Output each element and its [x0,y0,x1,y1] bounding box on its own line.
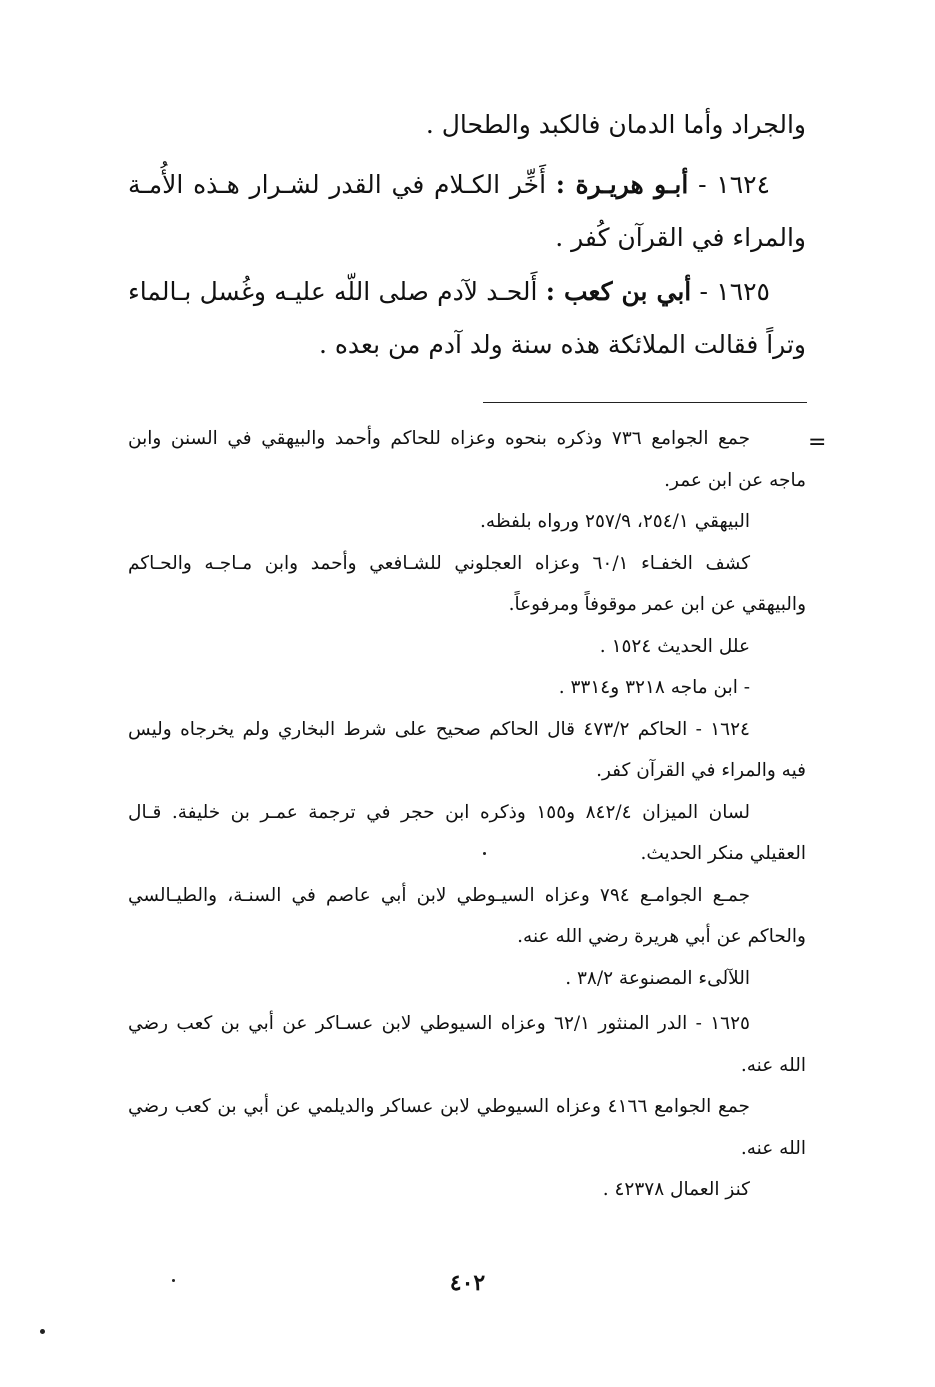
scan-speck [483,852,486,855]
hadith-1625-number: ١٦٢٥ - [699,277,770,306]
footnote-line: - ابن ماجه ٣٢١٨ و٣٣١٤ . [558,677,750,698]
scan-speck [172,1279,175,1282]
scan-speck [40,1329,45,1334]
footnote-line: اللآلىء المصنوعة ٣٨/٢ . [565,967,750,989]
footnote-line: البيهقي ٢٥٤/١، ٢٥٧/٩ ورواه بلفظه. [480,511,750,532]
footnote-line: جمع الجوامع ٧٣٦ وذكره بنحوه وعزاه للحاكم وأحمد والبيهقي في السنن وابن ماجه عن ابن عمر. [128,428,806,491]
footnote-line: كشف الخفـاء ٦٠/١ وعزاه العجلوني للشـافعي وأحمد وابن مـاجـه والحـاكم والبيهقي عن ابن عمر موقوفاً ومرفوعاً. [128,552,806,615]
footnote-line: كنز العمال ٤٢٣٧٨ . [602,1179,750,1200]
footnotes [128,418,806,1211]
lead-line: والجراد وأما الدمان فالكبد والطحال . [425,110,806,139]
hadith-1625-narrator: أبي بن كعب : [545,277,692,306]
footnote-line: جمـع الجوامـع ٧٩٤ وعزاه السيـوطي لابن أبي عاصم في السنـة، والطيـالسي والحاكم عن أبي هريرة رضي الله عنه. [128,884,806,947]
footnote-separator [483,402,807,403]
hadith-1624 [128,158,806,264]
footnote-line: علل الحديث ١٥٢٤ . [599,635,750,657]
continuation-mark: = [808,430,827,455]
footnote-line: لسان الميزان ٨٤٢/٤ و١٥٥ وذكره ابن حجر في ترجمة عمـر بن خليفة. قـال العقيلي منكر الحديث. [128,801,806,864]
hadith-1625-text: أَلحـد لآدم صلى اللّه عليـه وغُسل بـالماء وتراً فقالت الملائكة هذه سنة ولد آدم من بعده . [128,277,806,359]
hadith-1625 [128,265,806,371]
hadith-1624-narrator: أبـو هريـرة : [555,170,689,199]
page-number: ٤٠٢ [449,1270,486,1296]
footnote-line: جمع الجوامع ٤١٦٦ وعزاه السيوطي لابن عساكر والديلمي عن أبي بن كعب رضي الله عنه. [128,1096,806,1159]
hadith-1624-text: أَخِّر الكـلام في القدر لشـرار هـذه الأُمـة والمراء في القرآن كُفر . [128,170,806,252]
footnote-line: ١٦٢٥ - الدر المنثور ٦٢/١ وعزاه السيوطي لابن عسـاكر عن أبي بن كعب رضي الله عنه. [128,1013,806,1076]
footnote-line: ١٦٢٤ - الحاكم ٤٧٣/٢ قال الحاكم صحيح على شرط البخاري ولم يخرجاه وليس فيه والمراء في القرآن كفر. [128,718,806,781]
hadith-1624-number: ١٦٢٤ - [698,170,770,199]
